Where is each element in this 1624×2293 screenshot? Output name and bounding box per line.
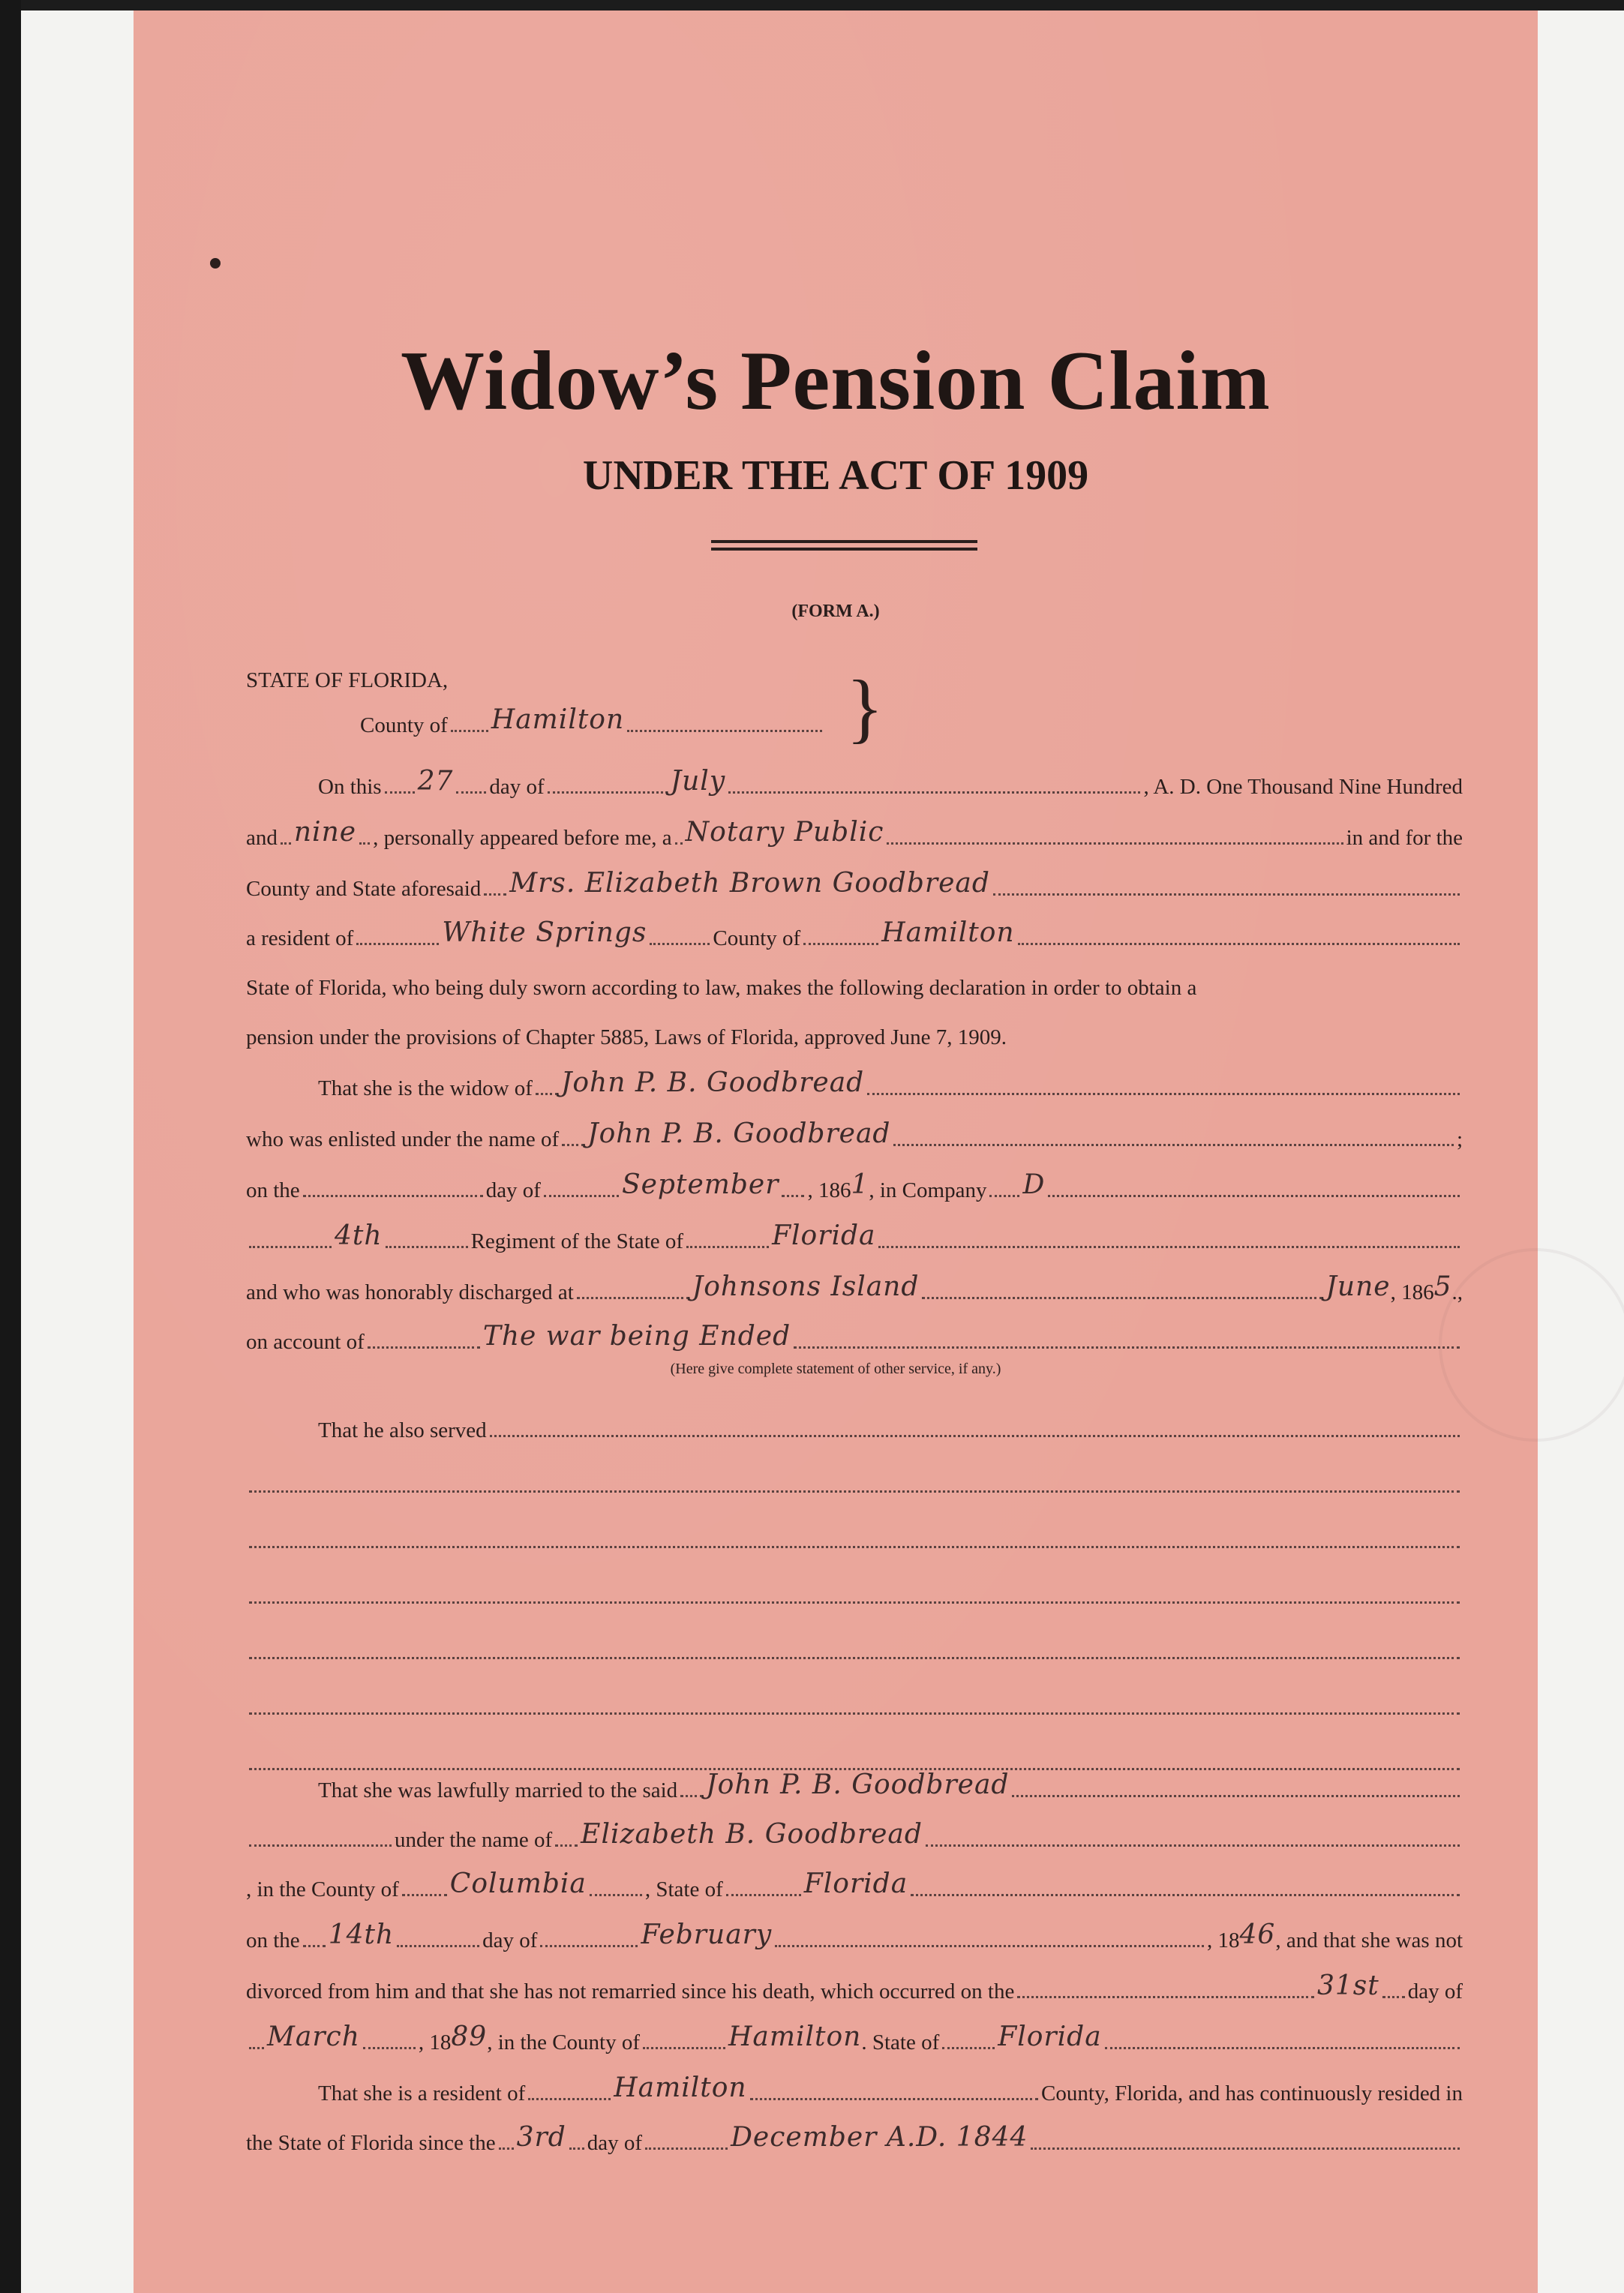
married-to-line: That she was lawfully married to the said John P. B. Goodbread (318, 1772, 1463, 1802)
marriage-day: 14th (328, 1919, 395, 1950)
claimant-line: County and State aforesaid Mrs. Elizabeth Brown Goodbread (246, 870, 1463, 900)
maiden-name: Elizabeth B. Goodbread (581, 1819, 923, 1850)
death-county: Hamilton (728, 2021, 862, 2052)
death-month: March (267, 2021, 360, 2052)
marriage-month: February (641, 1919, 773, 1950)
enlisted-name-line: who was enlisted under the name of John P. B. Goodbread ; (246, 1118, 1463, 1151)
pension-line: pension under the provisions of Chapter 5885, Laws of Florida, approved June 7, 1909. (246, 1025, 1007, 1049)
blank-line-5 (246, 1689, 1463, 1719)
current-county: Hamilton (614, 2072, 747, 2103)
faded-seal (1439, 1248, 1624, 1442)
discharge-month: June (1325, 1271, 1391, 1302)
form-subtitle: UNDER THE ACT OF 1909 (582, 452, 1089, 499)
county-value: Hamilton (491, 704, 625, 735)
also-served-line: That he also served (318, 1412, 1463, 1442)
company-letter: D (1022, 1169, 1046, 1200)
blank-line-4 (246, 1634, 1463, 1664)
scan-border-left (0, 0, 21, 2293)
discharge-reason-line: on account of The war being Ended (246, 1323, 1463, 1353)
appearance-officer: Notary Public (685, 817, 884, 848)
title-rule-top (711, 540, 977, 543)
discharge-reason: The war being Ended (482, 1321, 791, 1352)
appearance-year-word: nine (293, 817, 357, 848)
enlistment-year-digit: 1 (851, 1169, 869, 1200)
death-year: 89 (451, 2021, 488, 2052)
county-line (360, 704, 825, 737)
discharge-year-digit: 5 (1433, 1271, 1452, 1302)
marriage-year: 46 (1239, 1919, 1276, 1950)
regiment-line: 4th Regiment of the State of Florida (246, 1223, 1463, 1253)
scan-border-top (0, 0, 1624, 11)
since-day: 3rd (516, 2122, 566, 2153)
county-label: County of (360, 713, 448, 737)
enlistment-date-line: on the day of September , 186 1 , in Company D (246, 1172, 1463, 1202)
appearance-day: 27 (417, 766, 454, 797)
discharge-place: Johnsons Island (692, 1271, 920, 1302)
appearance-officer-line: and nine , personally appeared before me, a Notary Public in and for the (246, 817, 1463, 850)
state-of-florida: STATE OF FLORIDA, (246, 668, 449, 692)
marriage-county: Columbia (449, 1868, 587, 1899)
other-service-note: (Here give complete statement of other service, if any.) (670, 1361, 1001, 1377)
blank-line-3 (246, 1578, 1463, 1608)
widow-of-line: That she is the widow of John P. B. Goodbread (318, 1070, 1463, 1100)
residence-town: White Springs (442, 917, 647, 948)
title-rule-bottom (711, 548, 977, 551)
death-date-line: divorced from him and that she has not remarried since his death, which occurred on the 31st day of (246, 1970, 1463, 2003)
current-residence-line: That she is a resident of Hamilton County, Florida, and has continuously resided in (318, 2072, 1463, 2105)
death-place-line: March , 18 89 , in the County of Hamilton . State of Florida (246, 2024, 1463, 2054)
since-date: December A.D. 1844 (731, 2122, 1028, 2153)
regiment-state: Florida (772, 1220, 876, 1251)
sworn-line: State of Florida, who being duly sworn according to law, makes the following declaration in order to obtain a (246, 976, 1197, 1000)
paper-speck (210, 258, 221, 269)
venue-brace: } (846, 665, 884, 751)
husband-name: John P. B. Goodbread (560, 1067, 865, 1098)
maiden-name-line: under the name of Elizabeth B. Goodbread (246, 1821, 1463, 1851)
enlisted-name: John P. B. Goodbread (587, 1118, 891, 1149)
regiment-number: 4th (335, 1220, 383, 1251)
residence-line: a resident of White Springs County of Hamilton (246, 920, 1463, 950)
discharge-line: and who was honorably discharged at Johnsons Island June , 186 5 ., (246, 1271, 1463, 1304)
claimant-name: Mrs. Elizabeth Brown Goodbread (509, 868, 990, 899)
form-title: Widow’s Pension Claim (401, 335, 1271, 428)
death-state: Florida (998, 2021, 1102, 2052)
appearance-month: July (670, 766, 726, 797)
marriage-place-line: , in the County of Columbia , State of Florida (246, 1871, 1463, 1901)
marriage-state: Florida (803, 1868, 908, 1899)
appearance-date-line: On this 27 day of July , A. D. One Thousand Nine Hundred (318, 766, 1463, 799)
blank-line-2 (246, 1523, 1463, 1553)
death-day: 31st (1316, 1970, 1379, 2001)
enlistment-month: September (621, 1169, 779, 1200)
marriage-date-line: on the 14th day of February , 18 46 , and that she was not (246, 1919, 1463, 1952)
marriage-husband: John P. B. Goodbread (706, 1769, 1010, 1800)
resided-since-line: the State of Florida since the 3rd day of December A.D. 1844 (246, 2124, 1463, 2154)
blank-line-1 (246, 1467, 1463, 1497)
residence-county: Hamilton (881, 917, 1015, 948)
form-label: (FORM A.) (791, 602, 880, 621)
pension-form-sheet (134, 11, 1538, 2293)
